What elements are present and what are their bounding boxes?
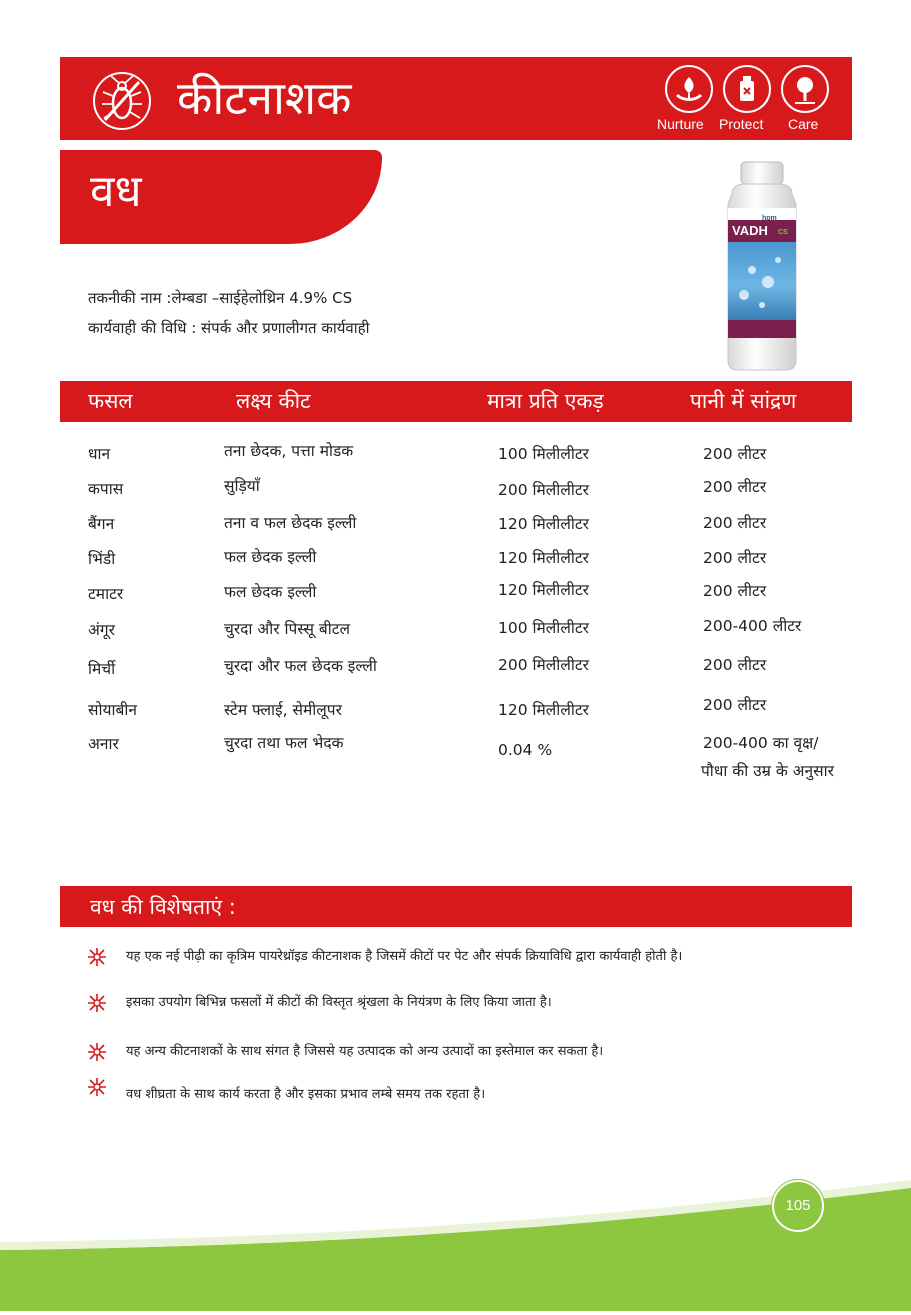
feature-text: वध शीघ्रता के साथ कार्य करता है और इसका प्रभाव लम्बे समय तक रहता है।: [126, 1087, 486, 1102]
cell-water: 200 लीटर: [703, 582, 767, 600]
starburst-bullet-icon: [88, 1078, 106, 1096]
feature-text: इसका उपयोग बिभिन्न फसलों में कीटों की विस्तृत श्रृंखला के नियंत्रण के लिए किया जाता है।: [126, 995, 552, 1010]
starburst-bullet-icon: [88, 948, 106, 966]
cell-water: 200 लीटर: [703, 478, 767, 496]
badge-label-nurture: Nurture: [657, 116, 704, 132]
care-icon: [781, 65, 829, 113]
badge-label-protect: Protect: [719, 116, 764, 132]
cell-pest: चुरदा और पिस्सू बीटल: [224, 620, 351, 638]
column-header-water: पानी में सांद्रण: [690, 389, 797, 413]
cell-water: 200-400 का वृक्ष/: [703, 734, 819, 752]
cell-dose: 120 मिलीलीटर: [498, 549, 589, 567]
cell-water: 200 लीटर: [703, 514, 767, 532]
cell-crop: भिंडी: [88, 550, 116, 568]
cell-water: 200 लीटर: [703, 696, 767, 714]
table-header: [60, 381, 852, 422]
cell-pest: फल छेदक इल्ली: [224, 548, 317, 566]
cell-pest: फल छेदक इल्ली: [224, 583, 317, 601]
cell-crop: टमाटर: [88, 585, 124, 603]
column-header-crop: फसल: [88, 389, 133, 413]
bottle-label: VADH: [732, 223, 768, 238]
cell-pest: तना व फल छेदक इल्ली: [224, 514, 357, 532]
column-header-dose: मात्रा प्रति एकड़: [487, 389, 604, 413]
category-title: कीटनाशक: [177, 71, 352, 125]
cell-dose: 120 मिलीलीटर: [498, 515, 589, 533]
cell-water: 200 लीटर: [703, 445, 767, 463]
cell-dose: 200 मिलीलीटर: [498, 481, 589, 499]
starburst-bullet-icon: [88, 1043, 106, 1061]
cell-dose: 120 मिलीलीटर: [498, 701, 589, 719]
protect-icon: [723, 65, 771, 113]
cell-crop: कपास: [88, 480, 124, 498]
mode-of-action: कार्यवाही की विधि : संपर्क और प्रणालीगत कार्यवाही: [88, 319, 370, 337]
page-number: 105: [772, 1180, 824, 1232]
feature-text: यह एक नई पीढ़ी का कृत्रिम पायरेथ्रॉइड कीटनाशक है जिसमें कीटों पर पेट और संपर्क क्रियाविधि द्वारा कार्यवाही होती है।: [126, 949, 683, 964]
cockroach-icon: [93, 72, 151, 130]
bottle-suffix: CS: [778, 229, 788, 236]
cell-water: 200-400 लीटर: [703, 617, 802, 635]
nurture-icon: [665, 65, 713, 113]
column-header-target-pest: लक्ष्य कीट: [236, 389, 311, 413]
cell-crop: धान: [88, 445, 111, 463]
technical-name: तकनीकी नाम :लेम्बडा –साईहेलोथ्रिन 4.9% CS: [88, 289, 353, 307]
product-name: वध: [90, 166, 142, 217]
cell-pest: चुरदा तथा फल भेदक: [224, 734, 344, 752]
cell-dose: 100 मिलीलीटर: [498, 619, 589, 637]
cell-dose: 120 मिलीलीटर: [498, 581, 589, 599]
cell-crop: बैंगन: [88, 515, 115, 533]
product-name-tab: [60, 150, 382, 244]
brand-badges: [657, 65, 852, 135]
cell-water: 200 लीटर: [703, 549, 767, 567]
cell-pest: तना छेदक, पत्ता मोडक: [224, 442, 354, 460]
bottle-brand: hpm: [762, 215, 777, 222]
category-header: [60, 57, 852, 140]
cell-water: 200 लीटर: [703, 656, 767, 674]
cell-dose: 100 मिलीलीटर: [498, 445, 589, 463]
cell-pest: स्टेम फ्लाई, सेमीलूपर: [224, 701, 342, 719]
cell-dose: 200 मिलीलीटर: [498, 656, 589, 674]
cell-water-note: पौधा की उम्र के अनुसार: [701, 762, 834, 780]
cell-crop: सोयाबीन: [88, 701, 137, 719]
features-title: वध की विशेषताएं :: [90, 895, 236, 919]
features-header: [60, 886, 852, 927]
cell-crop: मिर्ची: [88, 660, 116, 678]
feature-text: यह अन्य कीटनाशकों के साथ संगत है जिससे यह उत्पादक को अन्य उत्पादों का इस्तेमाल कर सकता है।: [126, 1044, 604, 1059]
cell-crop: अंगूर: [88, 621, 115, 639]
starburst-bullet-icon: [88, 994, 106, 1012]
product-bottle-image: [722, 160, 802, 372]
cell-dose: 0.04 %: [498, 741, 553, 759]
cell-crop: अनार: [88, 735, 119, 753]
cell-pest: चुरदा और फल छेदक इल्ली: [224, 657, 377, 675]
cell-pest: सुड़ियाँ: [224, 477, 260, 495]
badge-label-care: Care: [788, 116, 819, 132]
